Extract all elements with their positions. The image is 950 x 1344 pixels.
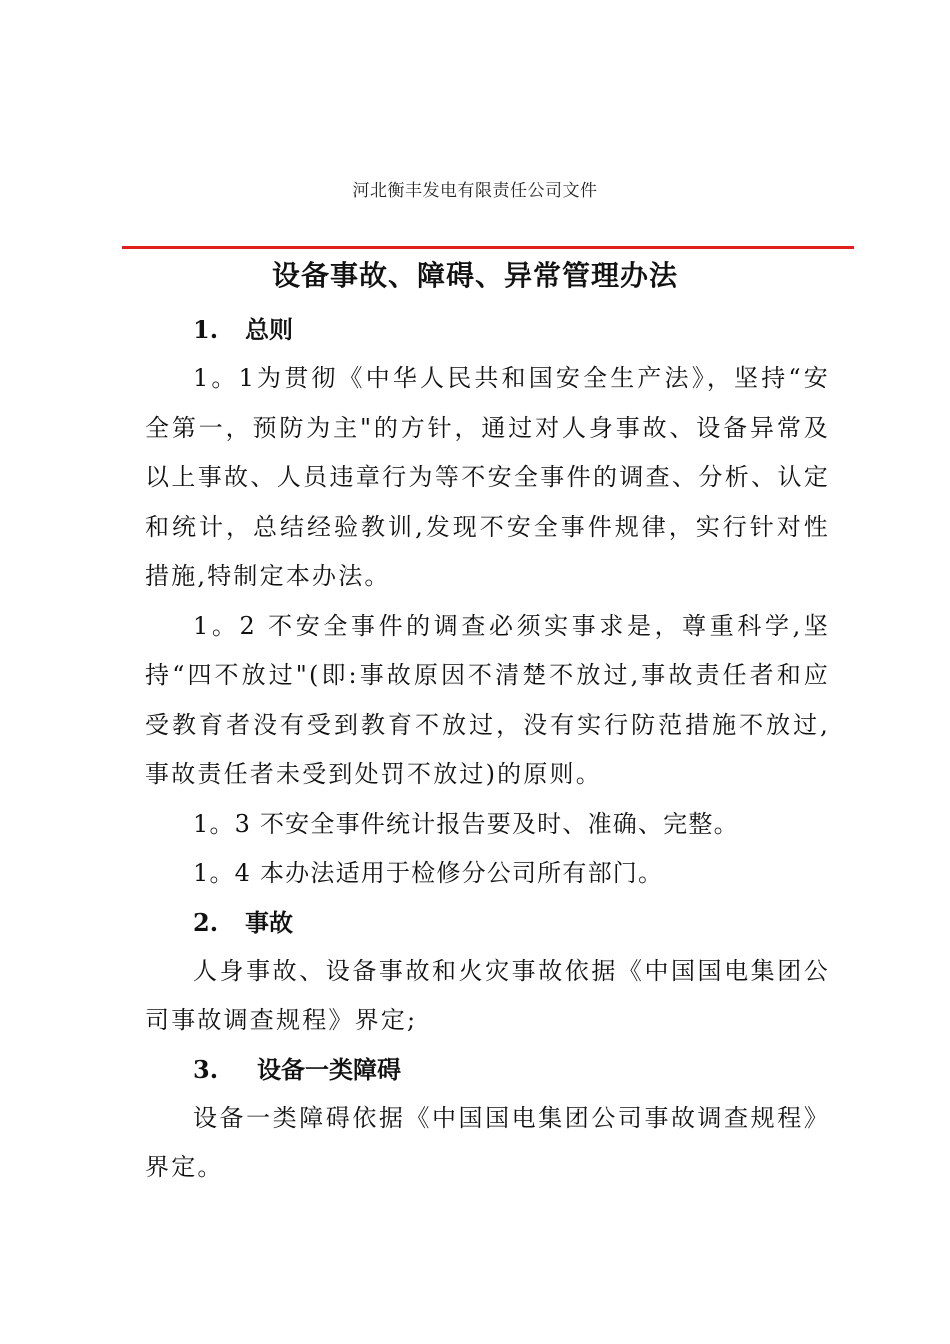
paragraph-1-4: 1。4 本办法适用于检修分公司所有部门。 — [193, 859, 664, 887]
section-heading-1 — [145, 306, 830, 354]
paragraph-2-1: 人身事故、设备事故和火灾事故依据《中国国电集团公司事故调查规程》界定; — [145, 956, 830, 1034]
section-title: 事故 — [245, 907, 293, 937]
paragraph-1-2: 1。2 不安全事件的调查必须实事求是，尊重科学,坚持“四不放过"(即:事故原因不清楚不放过,事故责任者和应受教育者没有受到教育不放过，没有实行防范措施不放过,事故责任者未受到处罚不放过)的原则。 — [145, 611, 830, 788]
red-header-rule — [122, 246, 854, 249]
section-title: 设备一类障碍 — [257, 1054, 401, 1084]
paragraph-1-1: 1。1为贯彻《中华人民共和国安全生产法》，坚持“安全第一，预防为主"的方针，通过对人身事故、设备异常及以上事故、人员违章行为等不安全事件的调查、分析、认定和统计，总结经验教训,发现不安全事件规律，实行针对性措施,特制定本办法。 — [145, 364, 830, 590]
document-header: 河北衡丰发电有限责任公司文件 — [352, 181, 598, 201]
document-body — [145, 306, 830, 1193]
paragraph-1-3: 1。3 不安全事件统计报告要及时、准确、完整。 — [193, 809, 739, 838]
section-number: 1. — [193, 315, 219, 344]
section-number: 2. — [193, 907, 219, 937]
section-title: 总则 — [245, 315, 293, 344]
section-heading-2 — [145, 899, 830, 947]
section-heading-3 — [145, 1046, 830, 1094]
paragraph-3-1: 设备一类障碍依据《中国国电集团公司事故调查规程》界定。 — [145, 1103, 830, 1181]
document-title: 设备事故、障碍、异常管理办法 — [271, 259, 678, 292]
section-number: 3. — [193, 1054, 219, 1084]
